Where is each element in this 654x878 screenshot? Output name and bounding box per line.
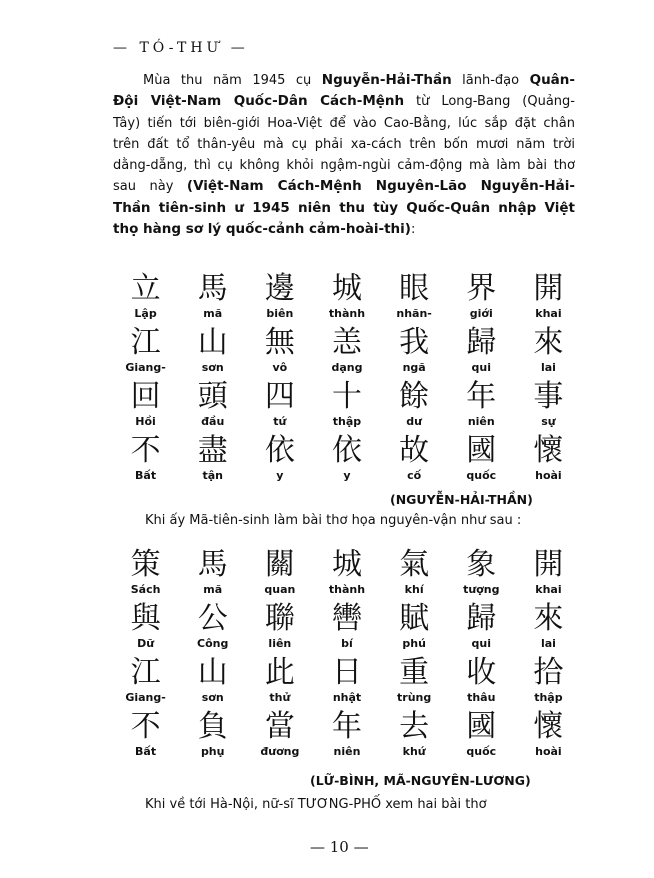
sino-vietnamese-reading: khí [404,583,424,596]
bold-text: Thần tiên-sinh ư 1945 niên thu tùy Quốc-Quân nhập Việt [113,199,575,216]
chinese-character: 公 [197,601,228,636]
sino-vietnamese-reading: dư [406,415,422,428]
sino-vietnamese-reading: giới [469,307,493,320]
chinese-character: 依 [331,433,362,468]
chinese-character: 界 [466,271,497,306]
sino-vietnamese-reading: Sách [130,583,161,596]
sino-vietnamese-reading: quốc [466,745,497,758]
chinese-character: 馬 [197,547,228,582]
sino-vietnamese-reading: liên [268,637,292,650]
chinese-character: 盡 [197,433,228,468]
intro-paragraph [113,70,575,240]
chinese-character: 懷 [533,709,564,744]
sino-vietnamese-reading: sơn [201,691,224,704]
chinese-character: 江 [130,655,161,690]
sino-vietnamese-reading: trùng [397,691,432,704]
poem-line-characters [112,710,582,744]
chinese-character: 收 [466,655,497,690]
sino-vietnamese-reading: niên [333,745,361,758]
sino-vietnamese-reading: cố [407,469,422,482]
text: : [410,222,416,238]
sino-vietnamese-reading: quốc [466,469,497,482]
sino-vietnamese-reading: Lập [134,307,157,320]
chinese-character: 回 [130,379,161,414]
sino-vietnamese-reading: lai [540,637,556,650]
sino-vietnamese-reading: bí [341,637,353,650]
sino-vietnamese-reading: qui [471,361,492,374]
sino-vietnamese-reading: lai [540,361,556,374]
paragraph-line [113,198,575,219]
chinese-character: 依 [264,433,295,468]
sino-vietnamese-reading: niên [467,415,495,428]
chinese-character: 邊 [264,271,295,306]
chinese-character: 四 [264,379,295,414]
chinese-character: 轡 [331,601,362,636]
sino-vietnamese-reading: hoài [535,745,562,758]
sino-vietnamese-reading: phụ [200,745,225,758]
poem-line-characters [112,434,582,468]
sino-vietnamese-reading: sự [541,415,556,428]
chinese-character: 馬 [197,271,228,306]
sino-vietnamese-reading: Công [197,637,229,650]
text: dằng-dẵng, thì cụ không khỏi ngậm-ngùi cảm-động mà làm bài thơ [113,158,575,174]
sino-vietnamese-reading: thập [332,415,362,428]
poem-line-characters [112,548,582,582]
poem-2-author: (LỮ-BÌNH, MÃ-NGUYÊN-LƯƠNG) [310,773,531,788]
sino-vietnamese-reading: mã [203,307,223,320]
sino-vietnamese-reading: biên [266,307,294,320]
chinese-character: 餘 [399,379,430,414]
bold-text: Đội Việt-Nam Quốc-Dân Cách-Mệnh [113,93,405,110]
chinese-character: 無 [264,325,295,360]
chinese-character: 歸 [466,325,497,360]
sino-vietnamese-reading: thử [269,691,291,704]
poem-2-grid [112,548,582,764]
chinese-character: 開 [533,271,564,306]
chinese-character: 拾 [533,655,564,690]
paragraph-line [113,134,575,155]
poem-line-reading [112,636,582,656]
sino-vietnamese-reading: dạng [331,361,363,374]
chinese-character: 江 [130,325,161,360]
sino-vietnamese-reading: thành [328,307,366,320]
running-header: — TÓ-THƯ — [113,40,249,56]
chinese-character: 此 [264,655,295,690]
poem-1-grid [112,272,582,488]
sino-vietnamese-reading: Bất [135,745,157,758]
paragraph-line [113,70,575,91]
chinese-character: 國 [466,709,497,744]
chinese-character: 象 [466,547,497,582]
poem-line-characters [112,656,582,690]
bold-text: (Việt-Nam Cách-Mệnh Nguyên-Lão Nguyễn-Hải- [186,178,575,195]
sino-vietnamese-reading: mã [203,583,223,596]
poem-line-reading [112,468,582,488]
chinese-character: 城 [331,547,362,582]
chinese-character: 年 [466,379,497,414]
chinese-character: 國 [466,433,497,468]
sino-vietnamese-reading: thành [328,583,366,596]
sino-vietnamese-reading: tượng [463,583,500,596]
chinese-character: 眼 [399,271,430,306]
chinese-character: 恙 [331,325,362,360]
sino-vietnamese-reading: đương [260,745,300,758]
chinese-character: 來 [533,601,564,636]
bold-text: Quân- [529,72,576,88]
sino-vietnamese-reading: y [343,469,351,482]
chinese-character: 與 [130,601,161,636]
sino-vietnamese-reading: y [276,469,284,482]
poem-line-characters [112,272,582,306]
chinese-character: 關 [264,547,295,582]
chinese-character: 日 [331,655,362,690]
sino-vietnamese-reading: phú [402,637,426,650]
chinese-character: 來 [533,325,564,360]
poem-1-author: (NGUYỄN-HẢI-THẦN) [390,492,533,507]
chinese-character: 不 [130,709,161,744]
chinese-character: 頭 [197,379,228,414]
chinese-character: 聯 [264,601,295,636]
sino-vietnamese-reading: khai [535,307,562,320]
chinese-character: 懷 [533,433,564,468]
text: trên đất tổ thân-yêu mà cụ phải xa-cách trên bốn mươi năm trời [113,136,575,152]
chinese-character: 開 [533,547,564,582]
page-number: — 10 — [310,838,369,856]
sino-vietnamese-reading: hoài [535,469,562,482]
text: Tây) tiến tới biên-giới Hoa-Việt để vào Cao-Bằng, lúc sắp đặt chân [113,115,575,131]
chinese-character: 去 [399,709,430,744]
intro-poem-2: Khi ấy Mã-tiên-sinh làm bài thơ họa nguyên-vận như sau : [145,513,522,528]
chinese-character: 賦 [399,601,430,636]
sino-vietnamese-reading: khai [535,583,562,596]
sino-vietnamese-reading: ngã [402,361,426,374]
chinese-character: 重 [399,655,430,690]
sino-vietnamese-reading: Bất [135,469,157,482]
poem-line-reading [112,306,582,326]
sino-vietnamese-reading: quan [264,583,296,596]
text: từ Long-Bang (Quảng- [404,94,575,110]
sino-vietnamese-reading: Giang- [125,361,166,374]
chinese-character: 立 [130,271,161,306]
poem-line-reading [112,360,582,380]
text: Mùa thu năm 1945 cụ [143,73,322,88]
sino-vietnamese-reading: Dữ [137,637,155,650]
poem-line-reading [112,582,582,602]
sino-vietnamese-reading: vô [272,361,288,374]
sino-vietnamese-reading: khứ [402,745,426,758]
poem-line-characters [112,380,582,414]
closing-line: Khi về tới Hà-Nội, nữ-sĩ TƯƠNG-PHỐ xem hai bài thơ [145,797,487,812]
bold-text: Nguyễn-Hải-Thần [321,72,452,88]
poem-line-characters [112,602,582,636]
chinese-character: 負 [197,709,228,744]
chinese-character: 事 [533,379,564,414]
poem-line-reading [112,744,582,764]
chinese-character: 不 [130,433,161,468]
sino-vietnamese-reading: tận [202,469,223,482]
chinese-character: 城 [331,271,362,306]
chinese-character: 十 [331,379,362,414]
chinese-character: 策 [130,547,161,582]
poem-line-reading [112,414,582,434]
sino-vietnamese-reading: tứ [273,415,287,428]
chinese-character: 山 [197,325,228,360]
chinese-character: 年 [331,709,362,744]
poem-line-reading [112,690,582,710]
paragraph-line [113,113,575,134]
text: lãnh-đạo [451,73,530,88]
chinese-character: 我 [399,325,430,360]
poem-line-characters [112,326,582,360]
sino-vietnamese-reading: thập [534,691,563,704]
chinese-character: 歸 [466,601,497,636]
sino-vietnamese-reading: đầu [201,415,225,428]
sino-vietnamese-reading: nhãn- [396,307,432,320]
sino-vietnamese-reading: thâu [467,691,496,704]
paragraph-line [113,155,575,176]
chinese-character: 山 [197,655,228,690]
bold-text: thọ hàng sơ lý quốc-cảnh cảm-hoài-thi) [113,221,411,238]
sino-vietnamese-reading: qui [471,637,492,650]
paragraph-line [113,219,575,240]
sino-vietnamese-reading: sơn [201,361,224,374]
chinese-character: 氣 [399,547,430,582]
chinese-character: 當 [264,709,295,744]
text: sau này [113,179,187,195]
sino-vietnamese-reading: Giang- [125,691,166,704]
sino-vietnamese-reading: Hồi [135,415,156,428]
sino-vietnamese-reading: nhật [332,691,362,704]
paragraph-line [113,91,575,112]
chinese-character: 故 [399,433,430,468]
paragraph-line [113,176,575,197]
